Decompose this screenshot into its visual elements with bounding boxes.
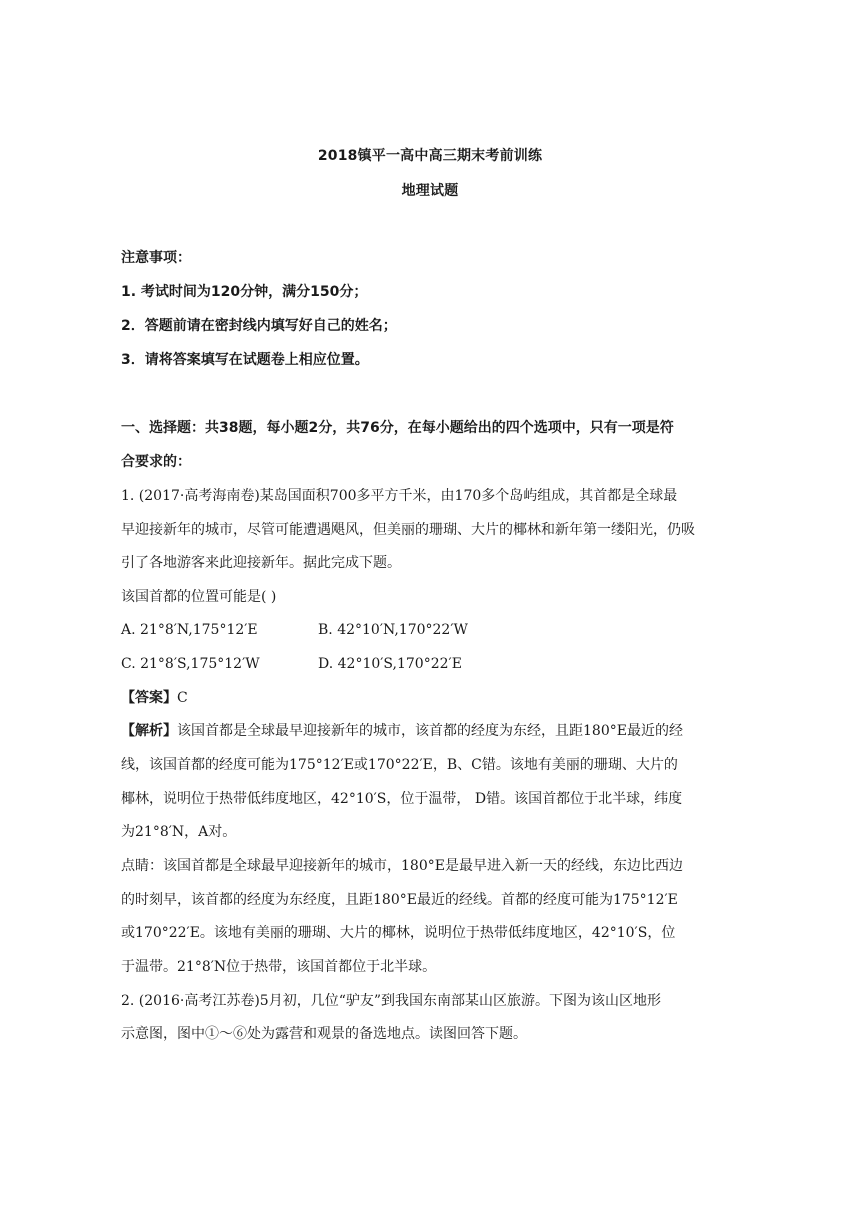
q1-comment-line-4: 于温带。21°8′N位于热带，该国首都位于北半球。 — [121, 959, 437, 975]
notes-item-2: 2．答题前请在密封线内填写好自己的姓名； — [121, 318, 397, 334]
q1-analysis-line-4: 为21°8′N，A对。 — [121, 824, 237, 840]
q1-stem-line-1: 1. (2017·高考海南卷)某岛国面积700多平方千米，由170多个岛屿组成，其首都是全球最 — [121, 488, 678, 504]
q1-answer-tag: 【答案】 — [121, 690, 177, 706]
q1-stem-line-2: 早迎接新年的城市，尽管可能遭遇飓风，但美丽的珊瑚、大片的椰林和新年第一缕阳光，仍吸 — [121, 522, 695, 538]
q1-comment-line-3: 或170°22′E。该地有美丽的珊瑚、大片的椰林，说明位于热带低纬度地区，42°10′S，位 — [121, 925, 676, 941]
q2-stem-line-1: 2. (2016·高考江苏卷)5月初，几位“驴友”到我国东南部某山区旅游。下图为该山区地形 — [121, 993, 662, 1009]
q1-answer-line — [121, 688, 741, 708]
q1-analysis-text-1: 该国首都是全球最早迎接新年的城市，该首都的经度为东经，且距180°E最近的经 — [177, 723, 683, 739]
q1-options-row-2 — [121, 654, 741, 674]
q1-stem-line-3: 引了各地游客来此迎接新年。据此完成下题。 — [121, 555, 401, 571]
q1-answer-value: C — [177, 690, 188, 706]
q1-analysis-tag: 【解析】 — [121, 723, 177, 739]
notes-heading: 注意事项： — [121, 250, 191, 266]
q1-option-d: D. 42°10′S,170°22′E — [318, 656, 462, 672]
q1-option-c: C. 21°8′S,175°12′W — [121, 656, 260, 672]
notes-item-3: 3．请将答案填写在试题卷上相应位置。 — [121, 352, 369, 368]
document-title: 2018镇平一高中高三期末考前训练 — [317, 148, 543, 164]
q1-comment-line-2: 的时刻早，该首都的经度为东经度，且距180°E最近的经线。首都的经度可能为175°12′E — [121, 892, 678, 908]
q1-options-row-1 — [121, 620, 741, 640]
q1-option-b: B. 42°10′N,170°22′W — [318, 622, 468, 638]
q1-analysis-line-1 — [121, 721, 741, 741]
q2-stem-line-2: 示意图，图中①～⑥处为露营和观景的备选地点。读图回答下题。 — [121, 1026, 527, 1042]
notes-item-1: 1. 考试时间为120分钟，满分150分； — [121, 284, 368, 300]
document-subtitle: 地理试题 — [401, 183, 459, 199]
q1-question: 该国首都的位置可能是( ) — [121, 589, 277, 605]
q1-analysis-line-2: 线，该国首都的经度可能为175°12′E或170°22′E，B、C错。该地有美丽的珊瑚、大片的 — [121, 757, 678, 773]
q1-option-a: A. 21°8′N,175°12′E — [121, 622, 258, 638]
section-heading-line-2: 合要求的： — [121, 454, 191, 470]
q1-analysis-line-3: 椰林，说明位于热带低纬度地区，42°10′S，位于温带， D错。该国首都位于北半球，纬度 — [121, 791, 683, 807]
q1-comment-line-1: 点睛：该国首都是全球最早迎接新年的城市，180°E是最早进入新一天的经线，东边比西边 — [121, 858, 683, 874]
section-heading-line-1: 一、选择题：共38题，每小题2分，共76分，在每小题给出的四个选项中，只有一项是符 — [121, 420, 674, 436]
